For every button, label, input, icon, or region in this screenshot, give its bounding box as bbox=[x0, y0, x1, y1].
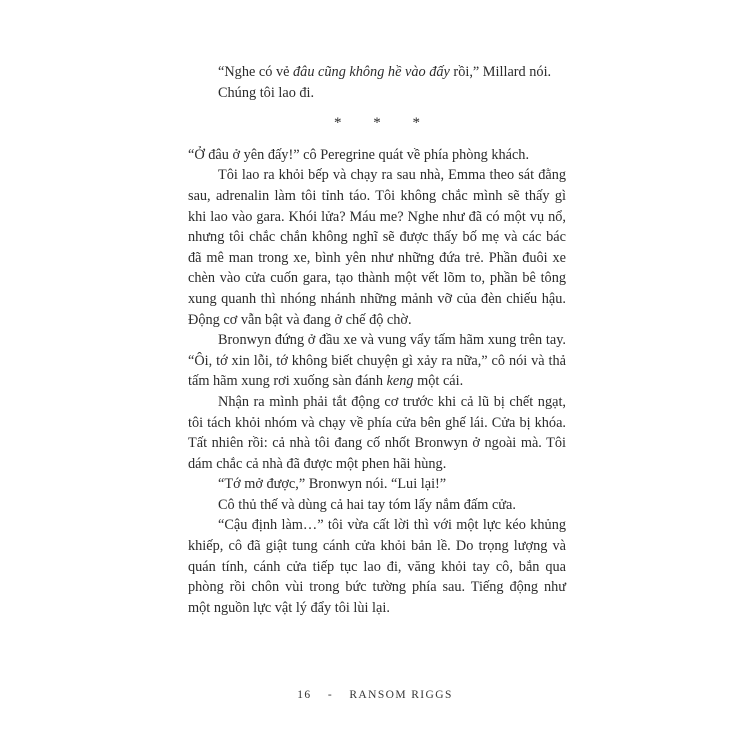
text-run: Cô thủ thế và dùng cả hai tay tóm lấy nắm đấm cửa. bbox=[218, 496, 516, 513]
page-number: 16 bbox=[297, 689, 312, 701]
paragraph-p9 bbox=[188, 515, 566, 618]
paragraph-p1 bbox=[188, 62, 566, 83]
paragraph-p2 bbox=[188, 83, 566, 104]
section-break-ornament: * * * bbox=[334, 115, 434, 132]
body-text bbox=[188, 62, 566, 618]
text-run: Chúng tôi lao đi. bbox=[218, 84, 315, 101]
italic-text: keng bbox=[386, 373, 414, 390]
text-run: “Ở đâu ở yên đấy!” cô Peregrine quát về phía phòng khách. bbox=[188, 146, 530, 163]
text-run: rồi,” Millard nói. bbox=[449, 64, 552, 80]
footer-separator: - bbox=[327, 689, 334, 701]
paragraph-p5 bbox=[188, 330, 566, 392]
paragraphs-before-break bbox=[188, 62, 566, 103]
text-run: “Tớ mở được,” Bronwyn nói. “Lui lại!” bbox=[218, 476, 447, 493]
paragraph-p4 bbox=[188, 165, 566, 330]
page-footer bbox=[0, 689, 750, 701]
text-run: Tôi lao ra khỏi bếp và chạy ra sau nhà, Emma theo sát đằng sau, adrenalin làm tôi tỉnh táo. Tôi không chắc mình sẽ thấy gì khi lao vào gara. Khói lửa? Máu me? Nghe như đã có một vụ nổ, nhưng tôi chắc chắn không nghĩ sẽ được thấy bố mẹ và các bác đã mê man trong xe, bình yên như những đứa trẻ. Phần đuôi xe chèn vào cửa cuốn gara, tạo thành một vết lõm to, phần bê tông xung quanh thì nhóng nhánh những mảnh vỡ của đèn chiếu hậu. Động cơ vẫn bật và đang ở chế độ chờ. bbox=[188, 167, 566, 328]
italic-text: đâu cũng không hề vào đấy bbox=[293, 64, 450, 80]
paragraph-p6 bbox=[188, 392, 566, 474]
paragraph-p3 bbox=[188, 145, 566, 166]
text-run: Bronwyn đứng ở đầu xe và vung vẩy tấm hãm xung trên tay. “Ôi, tớ xin lỗi, tớ không biết chuyện gì xảy ra nữa,” cô nói và thả tấm hãm xung rơi xuống sàn đánh bbox=[188, 332, 566, 390]
text-run: Nhận ra mình phải tắt động cơ trước khi cả lũ bị chết ngạt, tôi tách khỏi nhóm và chạy về phía cửa bên ghế lái. Cửa bị khóa. Tất nhiên rồi: cả nhà tôi đang cố nhốt Bronwyn ở ngoài mà. Tôi dám chắc cả nhà đã được một phen hãi hùng. bbox=[188, 393, 566, 472]
paragraphs-after-break bbox=[188, 145, 566, 619]
text-run: “Nghe có vẻ bbox=[218, 64, 294, 80]
text-run: một cái. bbox=[413, 373, 464, 390]
text-run: “Cậu định làm…” tôi vừa cất lời thì với một lực kéo khủng khiếp, cô đã giật tung cánh cửa khỏi bản lề. Do trọng lượng và quán tính, cánh cửa tiếp tục lao đi, văng khỏi tay cô, bắn qua phòng rồi chôn vùi trong bức tường phía sau. Tiếng động như một nguồn lực vật lý đẩy tôi lùi lại. bbox=[188, 517, 566, 616]
paragraph-p8 bbox=[188, 495, 566, 516]
author-name: RANSOM RIGGS bbox=[349, 689, 453, 701]
paragraph-p7 bbox=[188, 474, 566, 495]
